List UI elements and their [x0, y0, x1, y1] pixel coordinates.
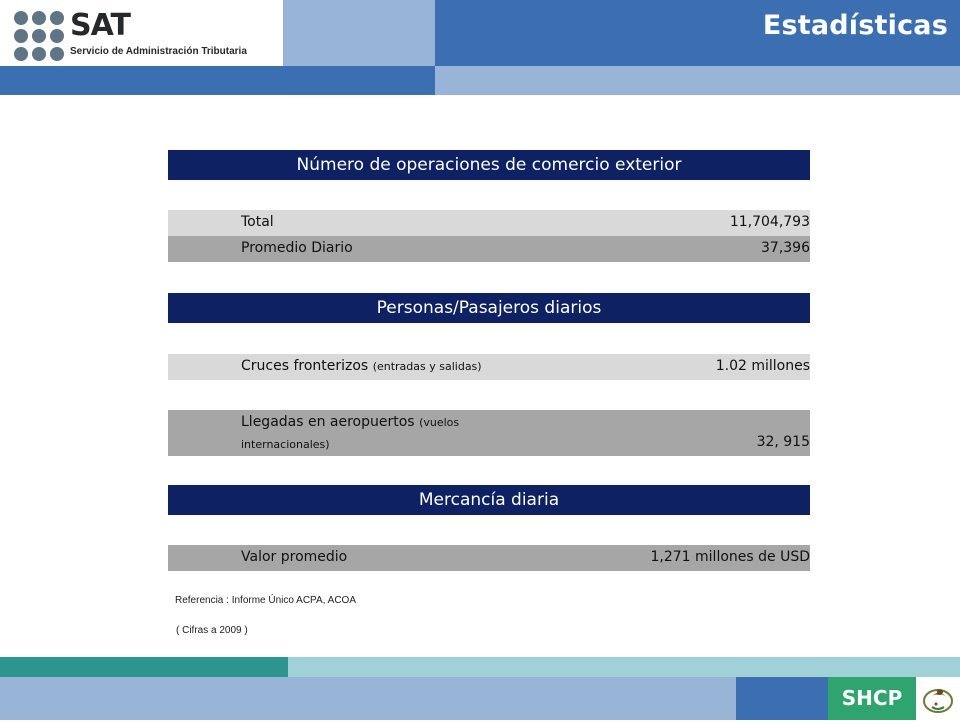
header-band-light [435, 66, 960, 95]
section-header-operaciones: Número de operaciones de comercio exterior [168, 150, 810, 180]
table-row-cruces [168, 354, 810, 380]
row-label [241, 358, 482, 374]
footer-band-blue [0, 677, 736, 720]
shcp-logo-text: SHCP [841, 686, 903, 710]
row-label: Total [241, 214, 274, 230]
row-label: Promedio Diario [241, 240, 353, 256]
footer-band-light-teal [288, 657, 960, 677]
row-label-main: Cruces fronterizos [241, 358, 369, 374]
row-label [241, 414, 459, 430]
table-row-llegadas [168, 410, 810, 456]
table-row-total [168, 210, 810, 236]
mexico-emblem-icon [916, 677, 960, 720]
row-value: 1,271 millones de USD [650, 549, 810, 565]
row-label-main: Llegadas en aeropuertos [241, 414, 415, 430]
row-value: 37,396 [761, 240, 810, 256]
page-title: Estadísticas [762, 10, 948, 41]
row-value: 1.02 millones [715, 358, 810, 374]
sat-logo-icon [14, 11, 64, 61]
emblem-graphic [916, 677, 960, 720]
header-accent-light [283, 0, 435, 66]
row-label-note: (vuelos [419, 416, 460, 429]
table-row-valor [168, 545, 810, 571]
row-label-note-continued: internacionales) [241, 438, 330, 451]
section-header-personas: Personas/Pasajeros diarios [168, 293, 810, 323]
footer-band-dark [736, 677, 828, 720]
row-label: Valor promedio [241, 549, 348, 565]
footer-band-teal [0, 657, 288, 677]
row-label-note: (entradas y salidas) [372, 360, 482, 373]
row-value: 32, 915 [756, 434, 810, 450]
reference-note: Referencia : Informe Único ACPA, ACOA [175, 595, 357, 606]
sat-logo-subtitle: Servicio de Administración Tributaria [70, 46, 247, 57]
section-header-mercancia: Mercancía diaria [168, 485, 810, 515]
table-row-promedio [168, 236, 810, 262]
row-value: 11,704,793 [729, 214, 810, 230]
sat-logo-text: SAT [70, 8, 130, 43]
header-band-dark [0, 66, 435, 95]
figures-note: ( Cifras a 2009 ) [176, 625, 248, 636]
